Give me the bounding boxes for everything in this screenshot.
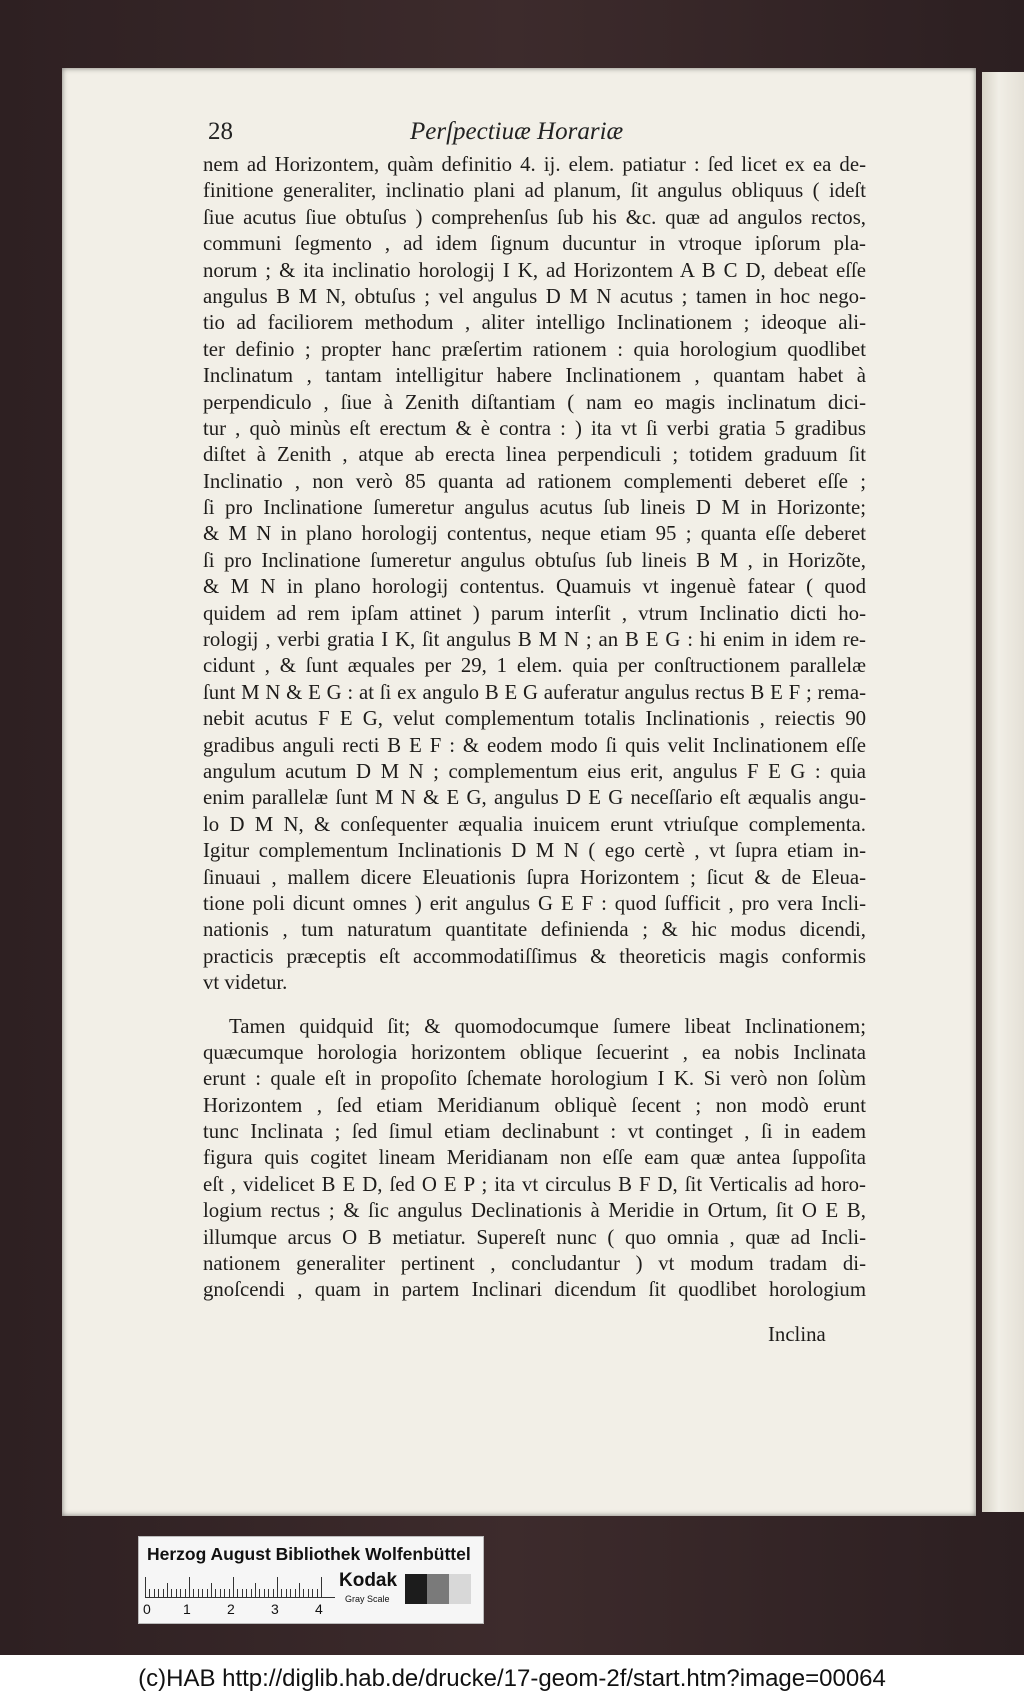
ruler-tick [242, 1589, 243, 1597]
ruler-tick [154, 1589, 155, 1597]
ruler-number: 1 [183, 1601, 191, 1617]
ruler-tick [229, 1589, 230, 1597]
text-line: & M N in plano horologij contentus, neque etiam 95 ; quanta eſſe deberet [203, 522, 866, 546]
text-line: & M N in plano horologij contentus. Quamuis vt ingenuè fatear ( quod [203, 575, 866, 599]
ruler-number: 3 [271, 1601, 279, 1617]
ruler-tick [308, 1589, 309, 1597]
text-line: ſunt M N & E G : at ſi ex angulo B E G auferatur angulus rectus B E F ; rema- [203, 680, 866, 704]
text-line: angulum acutum D M N ; complementum eius erit, angulus F E G : quia [203, 759, 866, 783]
ruler-number: 4 [315, 1601, 323, 1617]
adjacent-page-edge [982, 72, 1024, 1512]
ruler-tick [167, 1583, 168, 1597]
text-line: nationis , tum naturatum quantitate definienda ; & hic modus dicendi, [203, 918, 866, 942]
ruler-tick [220, 1589, 221, 1597]
catchword: Inclina [768, 1323, 826, 1346]
ruler-tick [215, 1589, 216, 1597]
text-line: illumque arcus O B metiatur. Supereſt nunc ( quo omnia , quæ ad Incli- [203, 1225, 866, 1249]
gray-patch [449, 1574, 471, 1604]
ruler-tick [295, 1589, 296, 1597]
text-line: quidem ad rem ipſam attinet ) parum interſit , vtrum Inclinatio dicti ho- [203, 601, 866, 625]
text-line: enim parallelæ ſunt M N & E G, angulus D E G neceſſario eſt æqualis angu- [203, 786, 866, 810]
text-line: vt videtur. [203, 971, 288, 995]
text-line: communi ſegmento , ad idem ſignum ducuntur in vtroque ipſorum pla- [203, 232, 866, 256]
text-line: ter definio ; propter hanc præſertim rationem : quia horologium quodlibet [203, 337, 866, 361]
ruler-tick [193, 1589, 194, 1597]
text-line: nem ad Horizontem, quàm definitio 4. ij. elem. patiatur : ſed licet ex ea de- [203, 153, 866, 176]
text-line: ſiue acutus ſiue obtuſus ) comprehenſus ſub his &c. quæ ad angulos rectos, [203, 205, 866, 229]
ruler-tick [185, 1589, 186, 1597]
text-line: practicis præceptis eſt accommodatiſſimus & theoreticis magis conformis [203, 944, 866, 968]
ruler-tick [202, 1589, 203, 1597]
library-name: Herzog August Bibliothek Wolfenbüttel [147, 1544, 471, 1564]
ruler-tick [176, 1589, 177, 1597]
text-line: logium rectus ; & ſic angulus Declinationis à Meridie in Ortum, ſit O E B, [203, 1199, 866, 1223]
text-line: ſi pro Inclinatione ſumeretur angulus acutus ſub lineis D M in Horizonte; [203, 496, 866, 520]
ruler-tick [321, 1577, 322, 1597]
ruler-tick [145, 1577, 146, 1597]
text-line: tione poli dicunt omnes ) erit angulus G E F : quod ſufficit , pro vera Incli- [203, 891, 866, 915]
ruler-tick [290, 1589, 291, 1597]
ruler-tick [163, 1589, 164, 1597]
text-line: ſi pro Inclinatione ſumeretur angulus obtuſus ſub lineis B M , in Horizõte, [203, 548, 866, 572]
ruler-tick [149, 1589, 150, 1597]
ruler-tick [251, 1589, 252, 1597]
scale-ruler [145, 1575, 335, 1598]
source-url: (c)HAB http://diglib.hab.de/drucke/17-geom-2f/start.htm?image=00064 [138, 1665, 886, 1692]
text-line: Tamen quidquid ſit; & quomodocumque ſumere libeat Inclinationem; [229, 1014, 866, 1038]
gray-patch [427, 1574, 449, 1604]
ruler-number: 0 [143, 1601, 151, 1617]
text-line: figura quis cogitet lineam Meridianam non eſſe eam quæ antea ſuppoſita [203, 1146, 866, 1170]
ruler-tick [277, 1577, 278, 1597]
ruler-tick [198, 1589, 199, 1597]
ruler-tick [268, 1589, 269, 1597]
running-title: Perſpectiuæ Horariæ [410, 118, 624, 145]
text-line: tur , quò minùs eſt erectum & è contra : ) ita vt ſi verbi gratia 5 gradibus [203, 416, 866, 440]
ruler-tick [281, 1589, 282, 1597]
text-line: angulus B M N, obtuſus ; vel angulus D M N acutus ; tamen in hoc nego- [203, 284, 866, 308]
text-line: lo D M N, & conſequenter æqualia inuicem erunt vtriuſque complementa. [203, 812, 866, 836]
text-line: erunt : quale eſt in propoſito ſchemate horologium I K. Si verò non ſolùm [203, 1067, 866, 1091]
ruler-tick [299, 1583, 300, 1597]
text-line: nebit acutus F E G, velut complementum totalis Inclinationis , reiectis 90 [203, 707, 866, 731]
ruler-tick [246, 1589, 247, 1597]
body-text [203, 152, 866, 1304]
ruler-tick [233, 1577, 234, 1597]
ruler-tick [317, 1589, 318, 1597]
text-line: Igitur complementum Inclinationis D M N ( ego certè , vt ſupra etiam in- [203, 839, 866, 863]
text-line: cidunt , & ſunt æquales per 29, 1 elem. quia per conſtructionem parallelæ [203, 654, 866, 678]
text-line: rologij , verbi gratia I K, ſit angulus B M N ; an B E G : hi enim in idem re- [203, 628, 866, 652]
text-line: tio ad faciliorem methodum , aliter intelligo Inclinationem ; ideoque ali- [203, 311, 866, 335]
text-line: nationem generaliter pertinent , concludantur ) vt modum tradam di- [203, 1252, 866, 1276]
footer-bar [0, 1655, 1024, 1702]
text-line: finitione generaliter, inclinatio plani ad planum, ſit angulus obliquus ( ideſt [203, 179, 866, 203]
text-line: perpendiculo , ſiue à Zenith diſtantiam ( nam eo magis inclinatum dici- [203, 390, 866, 414]
text-line: Inclinatum , tantam intelligitur habere Inclinationem , quantam habet à [203, 364, 866, 388]
ruler-tick [273, 1589, 274, 1597]
text-line: diſtet à Zenith , atque ab erecta linea perpendiculi ; totidem graduum ſit [203, 443, 866, 467]
ruler-tick [224, 1589, 225, 1597]
ruler-tick [255, 1583, 256, 1597]
ruler-number: 2 [227, 1601, 235, 1617]
ruler-tick [180, 1589, 181, 1597]
text-line: norum ; & ita inclinatio horologij I K, ad Horizontem A B C D, debeat eſſe [203, 258, 866, 282]
ruler-tick [207, 1589, 208, 1597]
ruler-tick [189, 1577, 190, 1597]
gray-patch [405, 1574, 427, 1604]
ruler-tick [264, 1589, 265, 1597]
ruler-tick [211, 1583, 212, 1597]
ruler-tick [158, 1589, 159, 1597]
page-number: 28 [208, 118, 233, 145]
paragraph-gap [203, 997, 866, 1014]
text-line: quæcumque horologia horizontem oblique ſecuerint , ea nobis Inclinata [203, 1040, 866, 1064]
text-line: gradibus anguli recti B E F : & eodem modo ſi quis velit Inclinationem eſſe [203, 733, 866, 757]
ruler-tick [286, 1589, 287, 1597]
text-line: tunc Inclinata ; ſed ſimul etiam declinabunt : vt continget , ſi in eadem [203, 1120, 866, 1144]
ruler-tick [171, 1589, 172, 1597]
kodak-logo: Kodak [339, 1570, 398, 1591]
ruler-tick [312, 1589, 313, 1597]
ruler-tick [259, 1589, 260, 1597]
text-line: gnoſcendi , quam in partem Inclinari dicendum ſit quodlibet horologium [203, 1278, 866, 1302]
ruler-tick [303, 1589, 304, 1597]
gray-scale-label: Gray Scale [345, 1594, 390, 1604]
text-line: Horizontem , ſed etiam Meridianum obliquè ſecent ; non modò erunt [203, 1093, 866, 1117]
text-line: ſinuaui , mallem dicere Eleuationis ſupra Horizontem ; ſicut & de Eleua- [203, 865, 866, 889]
ruler-tick [237, 1589, 238, 1597]
text-line: eſt , videlicet B E D, ſed O E P ; ita vt circulus B F D, ſit Verticalis ad horo- [203, 1172, 866, 1196]
text-line: Inclinatio , non verò 85 quanta ad rationem complementi deberet eſſe ; [203, 469, 866, 493]
color-calibration-bar [138, 1536, 484, 1624]
